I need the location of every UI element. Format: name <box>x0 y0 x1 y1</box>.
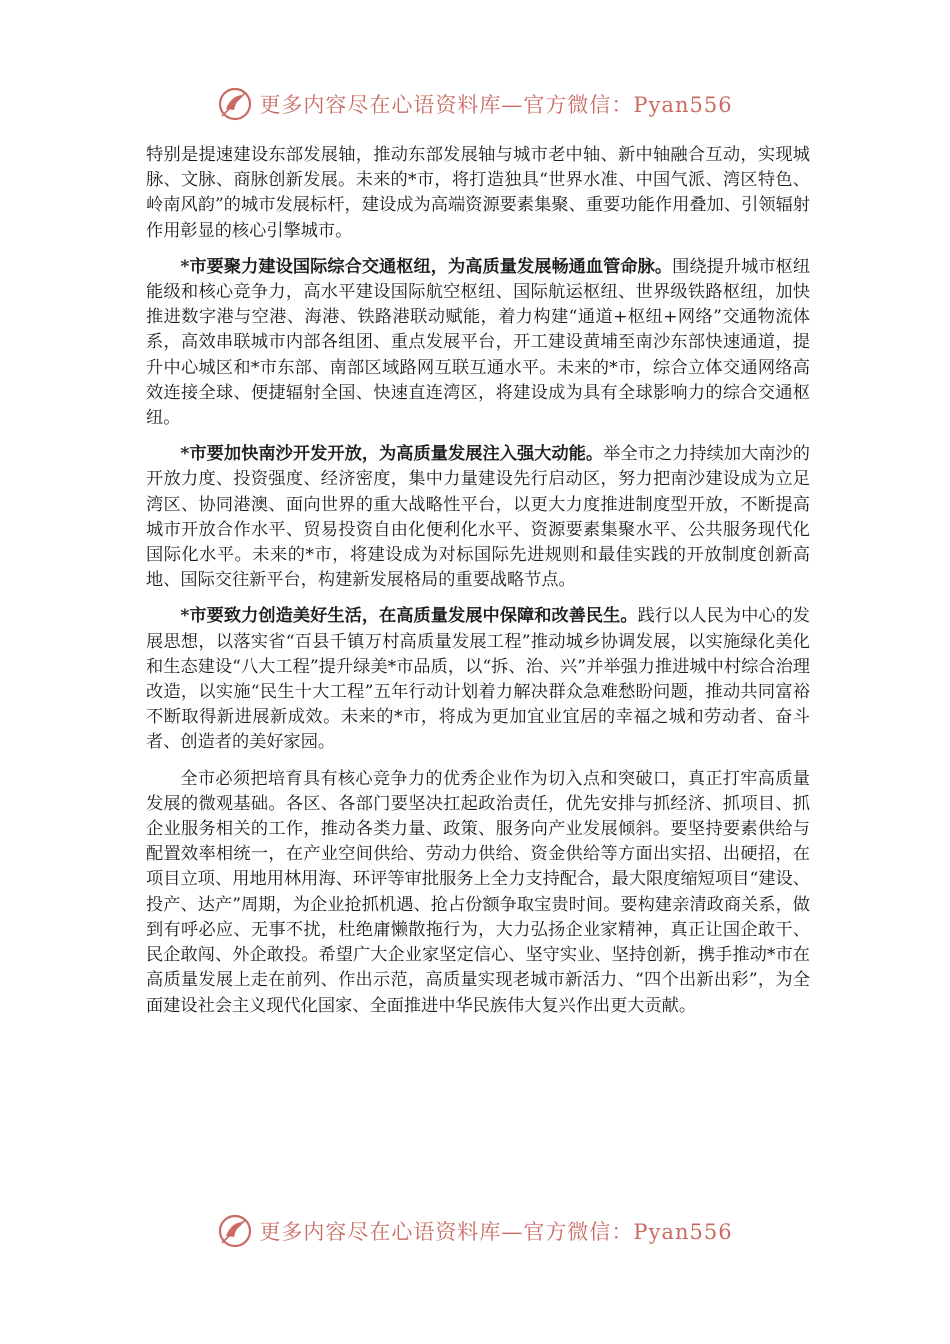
paragraph <box>146 143 810 244</box>
footer-banner-text: 更多内容尽在心语资料库—官方微信：Pyan556 <box>259 1220 733 1244</box>
paragraph <box>146 442 810 593</box>
footer-banner <box>0 1209 950 1253</box>
paragraph-body: 践行以人民为中心的发展思想，以落实省“百县千镇万村高质量发展工程”推动城乡协调发展，以实施绿化美化和生态建设“八大工程”提升绿美*市品质，以“拆、治、兴”并举强力推进城中村综合治理改造，以实施“民生十大工程”五年行动计划着力解决群众急难愁盼问题，推动共同富裕不断取得新进展新成效。未来的*市，将成为更加宜业宜居的幸福之城和劳动者、奋斗者、创造者的美好家园。 <box>146 606 810 753</box>
header-banner <box>0 82 950 126</box>
logo-icon <box>217 86 253 122</box>
paragraph <box>146 255 810 431</box>
document-body <box>146 143 810 1030</box>
paragraph-body: 围绕提升城市枢纽能级和核心竞争力，高水平建设国际航空枢纽、国际航运枢纽、世界级铁路枢纽，加快推进数字港与空港、海港、铁路港联动赋能，着力构建“通道+枢纽+网络”交通物流体系，高效串联城市内部各组团、重点发展平台，开工建设黄埔至南沙东部快速通道，提升中心城区和*市东部、南部区域路网互联互通水平。未来的*市，综合立体交通网络高效连接全球、便捷辐射全国、快速直连湾区，将建设成为具有全球影响力的综合交通枢纽。 <box>146 256 810 429</box>
logo-icon <box>217 1213 253 1249</box>
paragraph-body: 特别是提速建设东部发展轴，推动东部发展轴与城市老中轴、新中轴融合互动，实现城脉、文脉、商脉创新发展。未来的*市，将打造独具“世界水准、中国气派、湾区特色、岭南风韵”的城市发展标杆，建设成为高端资源要素集聚、重要功能作用叠加、引领辐射作用彰显的核心引擎城市。 <box>146 145 810 241</box>
paragraph-body: 举全市之力持续加大南沙的开放力度、投资强度、经济密度，集中力量建设先行启动区，努力把南沙建设成为立足湾区、协同港澳、面向世界的重大战略性平台，以更大力度推进制度型开放，不断提高城市开放合作水平、贸易投资自由化便利化水平、资源要素集聚水平、公共服务现代化国际化水平。未来的*市，将建设成为对标国际先进规则和最佳实践的开放制度创新高地、国际交往新平台，构建新发展格局的重要战略节点。 <box>146 444 810 591</box>
header-banner-text: 更多内容尽在心语资料库—官方微信：Pyan556 <box>259 93 733 117</box>
paragraph <box>146 767 810 1019</box>
paragraph-heading: *市要加快南沙开发开放，为高质量发展注入强大动能。 <box>180 444 604 465</box>
paragraph-body: 全市必须把培育具有核心竞争力的优秀企业作为切入点和突破口，真正打牢高质量发展的微观基础。各区、各部门要坚决扛起政治责任，优先安排与抓经济、抓项目、抓企业服务相关的工作，推动各类力量、政策、服务向产业发展倾斜。要坚持要素供给与配置效率相统一，在产业空间供给、劳动力供给、资金供给等方面出实招、出硬招，在项目立项、用地用林用海、环评等审批服务上全力支持配合，最大限度缩短项目“建设、投产、达产”周期，为企业抢抓机遇、抢占份额争取宝贵时间。要构建亲清政商关系，做到有呼必应、无事不扰，杜绝庸懒散拖行为，大力弘扬企业家精神，真正让国企敢干、民企敢闯、外企敢投。希望广大企业家坚定信心、坚守实业、坚持创新，携手推动*市在高质量发展上走在前列、作出示范，高质量实现老城市新活力、“四个出新出彩”，为全面建设社会主义现代化国家、全面推进中华民族伟大复兴作出更大贡献。 <box>146 768 810 1016</box>
paragraph-heading: *市要聚力建设国际综合交通枢纽，为高质量发展畅通血管命脉。 <box>180 256 673 277</box>
paragraph <box>146 604 810 755</box>
paragraph-heading: *市要致力创造美好生活，在高质量发展中保障和改善民生。 <box>180 606 638 627</box>
